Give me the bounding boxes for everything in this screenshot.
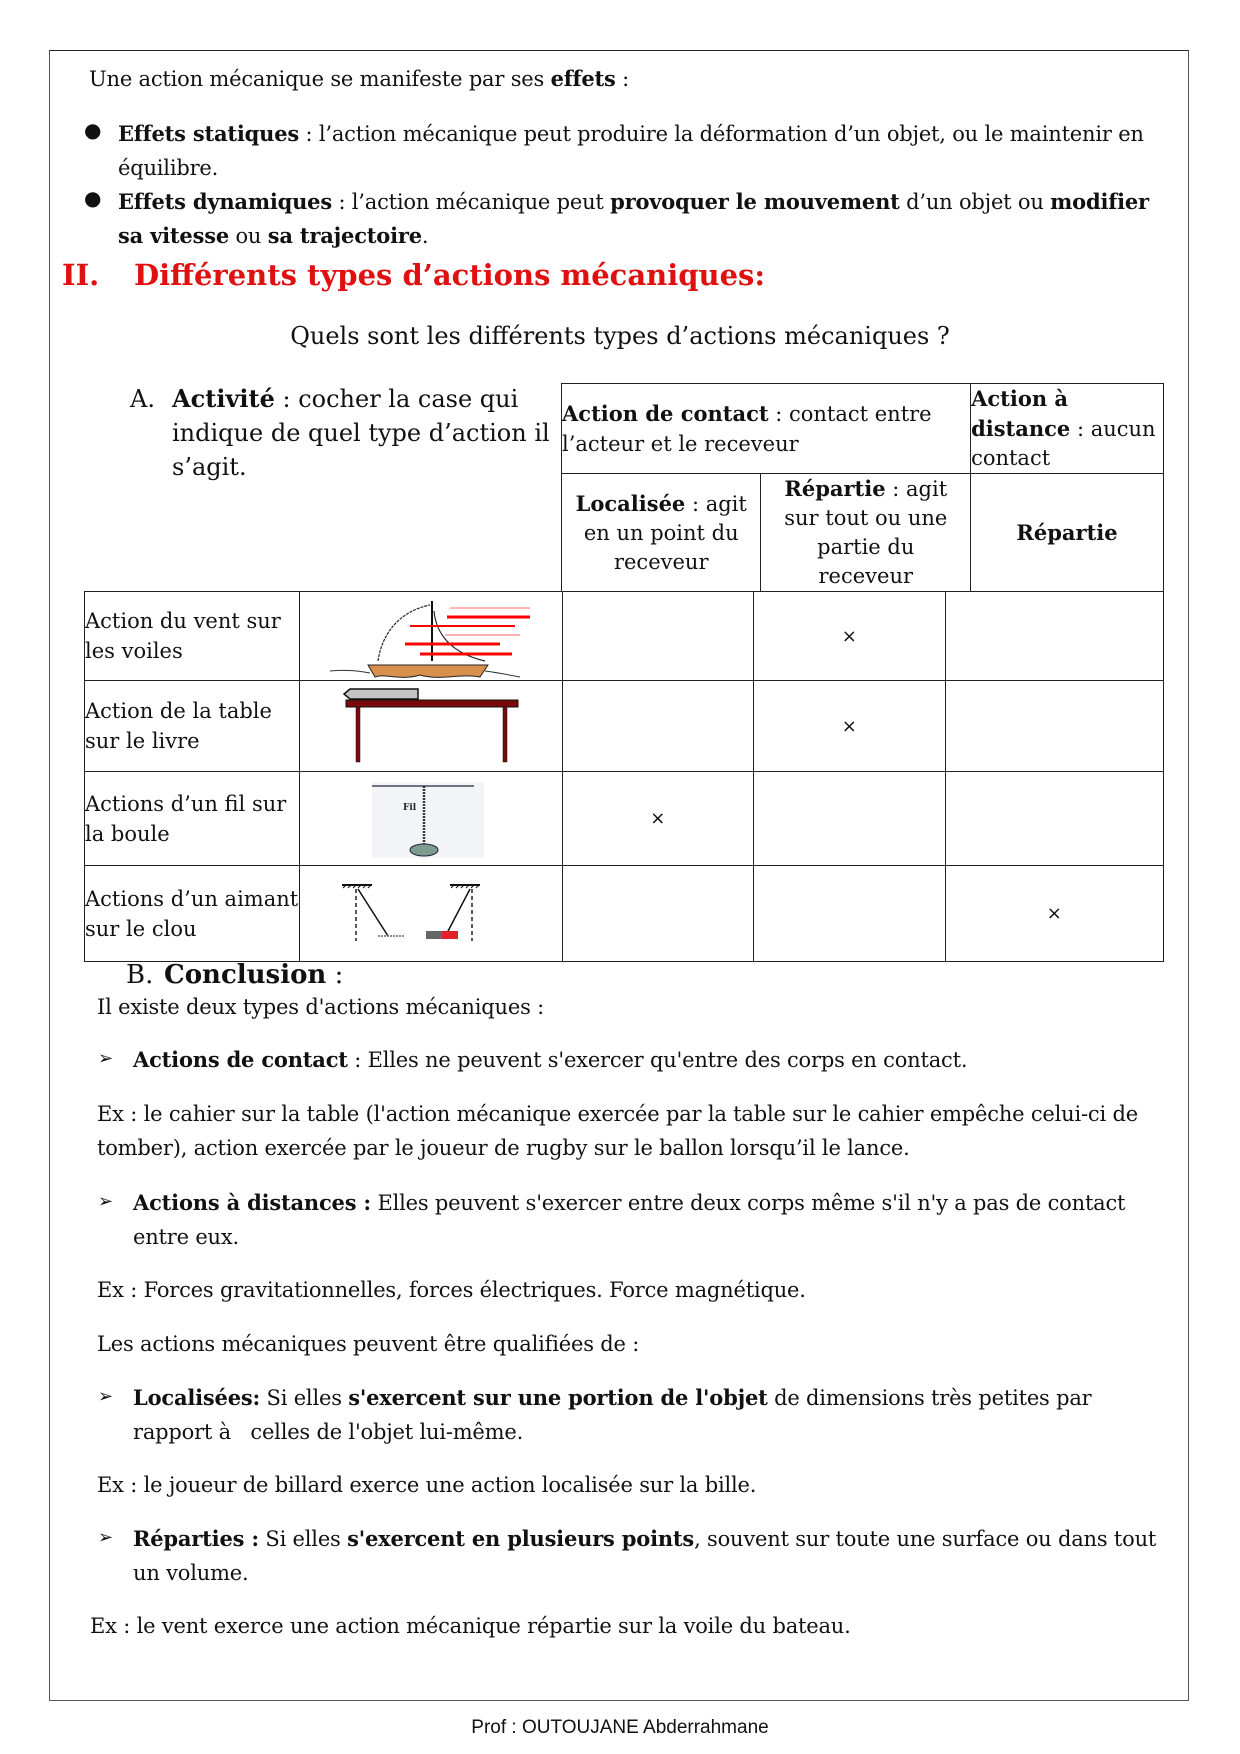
section-question: Quels sont les différents types d’actions mécaniques ? bbox=[290, 322, 950, 350]
header-contact: Action de contact : contact entre l’acteur et le receveur bbox=[562, 384, 971, 474]
header-repartie: Répartie : agit sur tout ou une partie du receveur bbox=[761, 474, 971, 592]
qualify-intro: Les actions mécaniques peuvent être qualifiées de : bbox=[97, 1332, 640, 1356]
header-distance-repartie: Répartie bbox=[971, 474, 1164, 592]
table-row bbox=[85, 681, 1164, 772]
check-cell-distance[interactable] bbox=[945, 772, 1163, 866]
activity-table bbox=[84, 591, 1164, 962]
conclusion-intro: Il existe deux types d'actions mécaniques : bbox=[97, 995, 544, 1019]
check-cell-localisee[interactable] bbox=[562, 592, 753, 681]
check-cell-localisee[interactable] bbox=[562, 866, 753, 962]
arrow-bullet-icon: ➢ bbox=[98, 1191, 114, 1212]
book-table-icon bbox=[300, 683, 562, 769]
header-distance: Action à distance : aucun contact bbox=[971, 384, 1164, 474]
contact-definition: Actions de contact : Elles ne peuvent s'exercer qu'entre des corps en contact. bbox=[133, 1047, 968, 1072]
magnet-nail-illustration bbox=[299, 866, 562, 962]
row-label: Action de la table sur le livre bbox=[85, 681, 300, 772]
check-cell-repartie[interactable]: × bbox=[754, 592, 945, 681]
magnet-nail-icon bbox=[300, 871, 562, 957]
row-label: Actions d’un fil sur la boule bbox=[85, 772, 300, 866]
arrow-bullet-icon: ➢ bbox=[98, 1527, 114, 1548]
section-heading: II. Différents types d’actions mécaniques: bbox=[62, 258, 766, 292]
book-on-table-illustration bbox=[299, 681, 562, 772]
bullet-dynamic-effects: Effets dynamiques : l’action mécanique peut provoquer le mouvement d’un objet ou modifier sa vitesse ou sa trajectoire. bbox=[118, 189, 1149, 248]
bullet-static-effects: Effets statiques : l’action mécanique peut produire la déformation d’un objet, ou le maintenir en équilibre. bbox=[118, 121, 1144, 180]
bullet-icon: ● bbox=[84, 118, 102, 142]
reparties-definition: Réparties : Si elles s'exercent en plusieurs points, souvent sur toute une surface ou dans tout un volume. bbox=[133, 1526, 1157, 1585]
check-cell-distance[interactable] bbox=[945, 592, 1163, 681]
row-label: Actions d’un aimant sur le clou bbox=[85, 866, 300, 962]
check-cell-distance[interactable] bbox=[945, 681, 1163, 772]
reparties-example: Ex : le vent exerce une action mécanique répartie sur la voile du bateau. bbox=[90, 1614, 851, 1638]
sailboat-wind-illustration bbox=[299, 592, 562, 681]
arrow-bullet-icon: ➢ bbox=[98, 1386, 114, 1407]
table-header bbox=[561, 383, 1164, 592]
contact-example: Ex : le cahier sur la table (l'action mécanique exercée par la table sur le cahier empêche celui-ci de tomber), action exercée par le joueur de rugby sur le ballon lorsqu’il le lance. bbox=[97, 1102, 1138, 1160]
intro-lead: Une action mécanique se manifeste par ses effets : bbox=[89, 66, 630, 91]
svg-text:Fil: Fil bbox=[402, 802, 416, 813]
sailboat-icon bbox=[300, 593, 562, 679]
conclusion-heading: B. Conclusion : bbox=[126, 960, 344, 990]
distance-example: Ex : Forces gravitationnelles, forces électriques. Force magnétique. bbox=[97, 1278, 806, 1302]
activity-instruction: A. Activité : cocher la case qui indique de quel type d’action il s’agit. bbox=[130, 384, 550, 481]
localisees-example: Ex : le joueur de billard exerce une action localisée sur la bille. bbox=[97, 1473, 757, 1497]
distance-definition: Actions à distances : Elles peuvent s'exercer entre deux corps même s'il n'y a pas de contact entre eux. bbox=[133, 1190, 1126, 1249]
check-cell-localisee[interactable]: × bbox=[562, 772, 753, 866]
arrow-bullet-icon: ➢ bbox=[98, 1048, 114, 1069]
header-localisee: Localisée : agit en un point du receveur bbox=[562, 474, 761, 592]
table-row bbox=[85, 772, 1164, 866]
row-label: Action du vent sur les voiles bbox=[85, 592, 300, 681]
check-cell-repartie[interactable] bbox=[754, 772, 945, 866]
pendulum-thread-ball-illustration bbox=[299, 772, 562, 866]
localisees-definition: Localisées: Si elles s'exercent sur une portion de l'objet de dimensions très petites par rapport à celles de l'objet lui-même. bbox=[133, 1385, 1092, 1444]
pendulum-icon bbox=[300, 776, 562, 862]
page-footer: Prof : OUTOUJANE Abderrahmane bbox=[471, 1717, 769, 1738]
bullet-icon: ● bbox=[84, 186, 102, 210]
table-row bbox=[85, 592, 1164, 681]
check-cell-repartie[interactable]: × bbox=[754, 681, 945, 772]
check-cell-localisee[interactable] bbox=[562, 681, 753, 772]
table-row bbox=[85, 866, 1164, 962]
check-cell-repartie[interactable] bbox=[754, 866, 945, 962]
check-cell-distance[interactable]: × bbox=[945, 866, 1163, 962]
